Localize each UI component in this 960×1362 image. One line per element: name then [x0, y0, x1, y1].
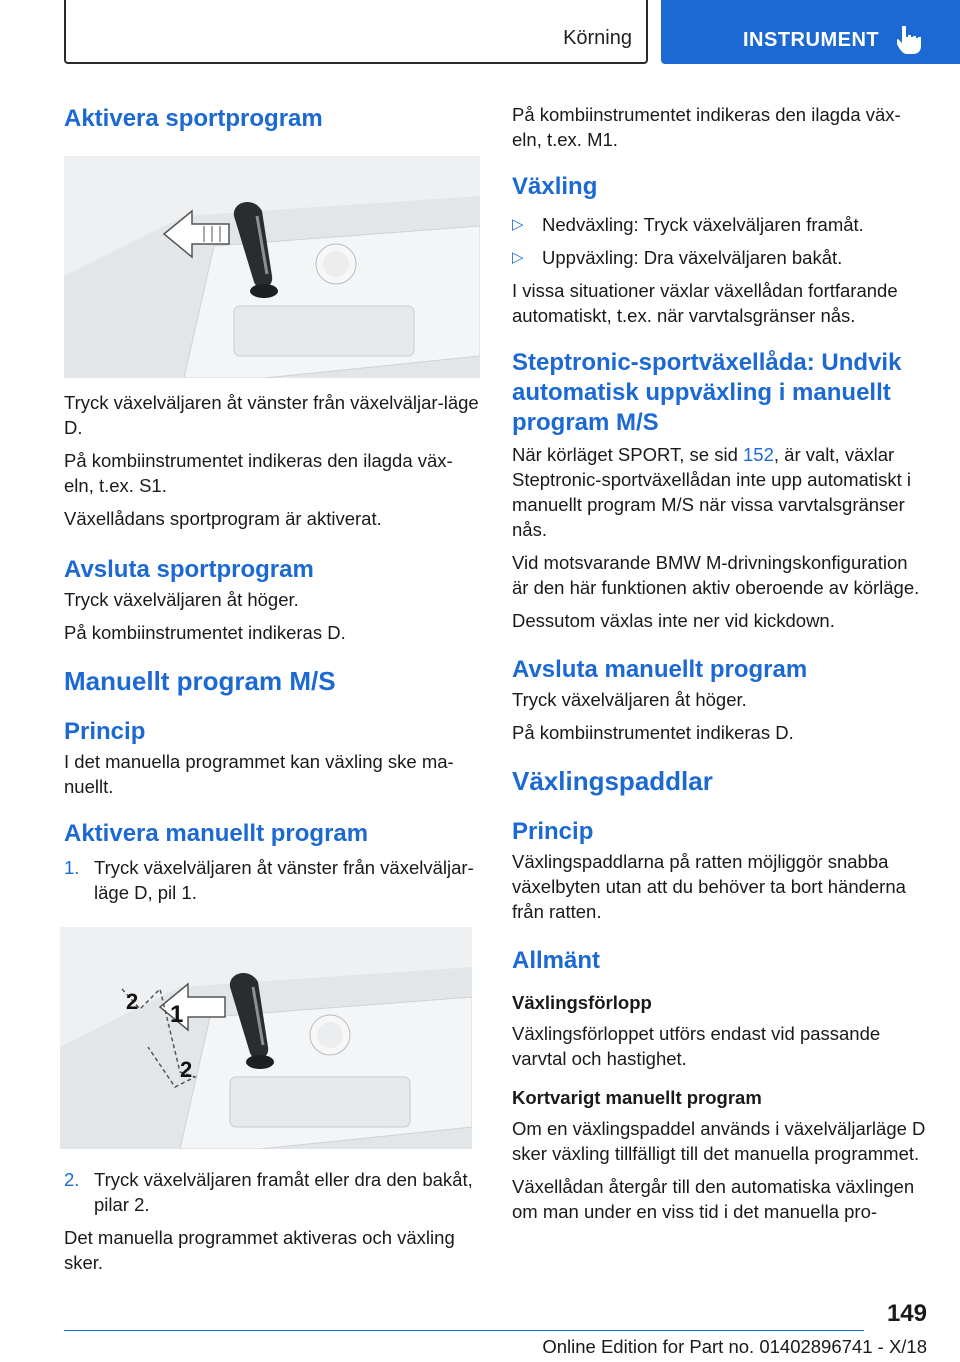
- steptronic-text-b: , är valt, växlar Steptronic-sportväxellådan inte upp automatiskt i manuellt program M/S när vissa varvtalsgränser nås.: [512, 444, 911, 540]
- heading-shifting: Växling: [512, 173, 598, 200]
- arrow-label-2b: 2: [180, 1057, 193, 1082]
- principle-text: I det manuella programmet kan växling ske ma-nuellt.: [64, 751, 454, 797]
- chapter-label: INSTRUMENT: [743, 29, 880, 51]
- heading-activate-manual: Aktivera manuellt program: [64, 820, 369, 847]
- heading-principle-2: Princip: [512, 818, 594, 845]
- heading-manual-program: Manuellt program M/S: [64, 666, 336, 696]
- list-item: [64, 1167, 480, 1217]
- footer-divider: [64, 1330, 864, 1331]
- section-tab: [64, 0, 648, 64]
- chapter-tab: [661, 0, 960, 64]
- heading-short-manual: Kortvarigt manuellt program: [512, 1087, 762, 1108]
- page-number: 149: [886, 1300, 927, 1327]
- sport-step-text: Tryck växelväljaren åt vänster från växelväljar-läge D.: [64, 392, 479, 438]
- paddles-text: Växlingspaddlarna på ratten möjliggör snabba växelbyten utan att du behöver ta bort händerna från ratten.: [512, 851, 906, 922]
- list-item: [512, 212, 928, 237]
- heading-general: Allmänt: [512, 947, 601, 974]
- manual-activated-text: Det manuella programmet aktiveras och växling sker.: [64, 1227, 455, 1273]
- gear-selector-image: [64, 156, 480, 378]
- kickdown-text: Dessutom växlas inte ner vid kickdown.: [512, 610, 835, 631]
- page-link[interactable]: 152: [743, 444, 774, 465]
- exit-manual-text-2: På kombiinstrumentet indikeras D.: [512, 722, 794, 743]
- heading-exit-sport: Avsluta sportprogram: [64, 556, 314, 583]
- step-number: 2.: [64, 1169, 80, 1190]
- heading-exit-manual: Avsluta manuellt program: [512, 656, 808, 683]
- edition-text: Online Edition for Part no. 01402896741 - X/18: [542, 1336, 927, 1357]
- arrow-label-2a: 2: [126, 989, 139, 1014]
- exit-manual-text-1: Tryck växelväljaren åt höger.: [512, 689, 747, 710]
- sequence-text: Växlingsförloppet utförs endast vid passande varvtal och hastighet.: [512, 1023, 881, 1069]
- gear-selector-arrows-image: [60, 927, 472, 1149]
- right-column: [512, 96, 928, 1224]
- left-column: [64, 96, 480, 1275]
- sport-indicator-text: På kombiinstrumentet indikeras den ilagda väx-eln, t.ex. S1.: [64, 450, 453, 496]
- exit-sport-text-1: Tryck växelväljaren åt höger.: [64, 589, 299, 610]
- steptronic-text-a: När körläget SPORT, se sid: [512, 444, 743, 465]
- heading-steptronic: Steptronic-sportväxellåda: Undvik automatisk uppväxling i manuellt program M/S: [512, 349, 902, 436]
- sport-active-text: Växellådans sportprogram är aktiverat.: [64, 508, 382, 529]
- indicator-m1-text: På kombiinstrumentet indikeras den ilagda väx-eln, t.ex. M1.: [512, 104, 901, 150]
- m-drive-text: Vid motsvarande BMW M-drivningskonfiguration är den här funktionen aktiv oberoende av körläge.: [512, 552, 920, 598]
- step-text: Tryck växelväljaren åt vänster från växelväljar-läge D, pil 1.: [94, 857, 474, 903]
- section-label: Körning: [563, 27, 632, 49]
- steptronic-text: [512, 442, 928, 542]
- bullet-text: Uppväxling: Dra växelväljaren bakåt.: [542, 247, 843, 268]
- arrow-label-1: 1: [170, 1001, 184, 1028]
- step-number: 1.: [64, 857, 80, 878]
- short-manual-text-2: Växellådan återgår till den automatiska växlingen om man under en viss tid i det manuella pro-: [512, 1176, 915, 1222]
- auto-shift-text: I vissa situationer växlar växellådan fortfarande automatiskt, t.ex. när varvtalsgränser nås.: [512, 280, 898, 326]
- list-item: [64, 855, 480, 905]
- exit-sport-text-2: På kombiinstrumentet indikeras D.: [64, 622, 346, 643]
- short-manual-text-1: Om en växlingspaddel används i växelväljarläge D sker växling tillfälligt till det manuella programmet.: [512, 1118, 926, 1164]
- bullet-text: Nedväxling: Tryck växelväljaren framåt.: [542, 214, 864, 235]
- heading-activate-sport: Aktivera sportprogram: [64, 105, 323, 132]
- step-text: Tryck växelväljaren framåt eller dra den bakåt, pilar 2.: [94, 1169, 473, 1215]
- heading-sequence: Växlingsförlopp: [512, 992, 652, 1013]
- heading-principle: Princip: [64, 718, 146, 745]
- heading-paddles: Växlingspaddlar: [512, 766, 713, 796]
- pointing-hand-icon: [897, 24, 923, 54]
- triangle-bullet-icon: ▷: [512, 249, 524, 266]
- triangle-bullet-icon: ▷: [512, 216, 524, 233]
- list-item: [512, 245, 928, 270]
